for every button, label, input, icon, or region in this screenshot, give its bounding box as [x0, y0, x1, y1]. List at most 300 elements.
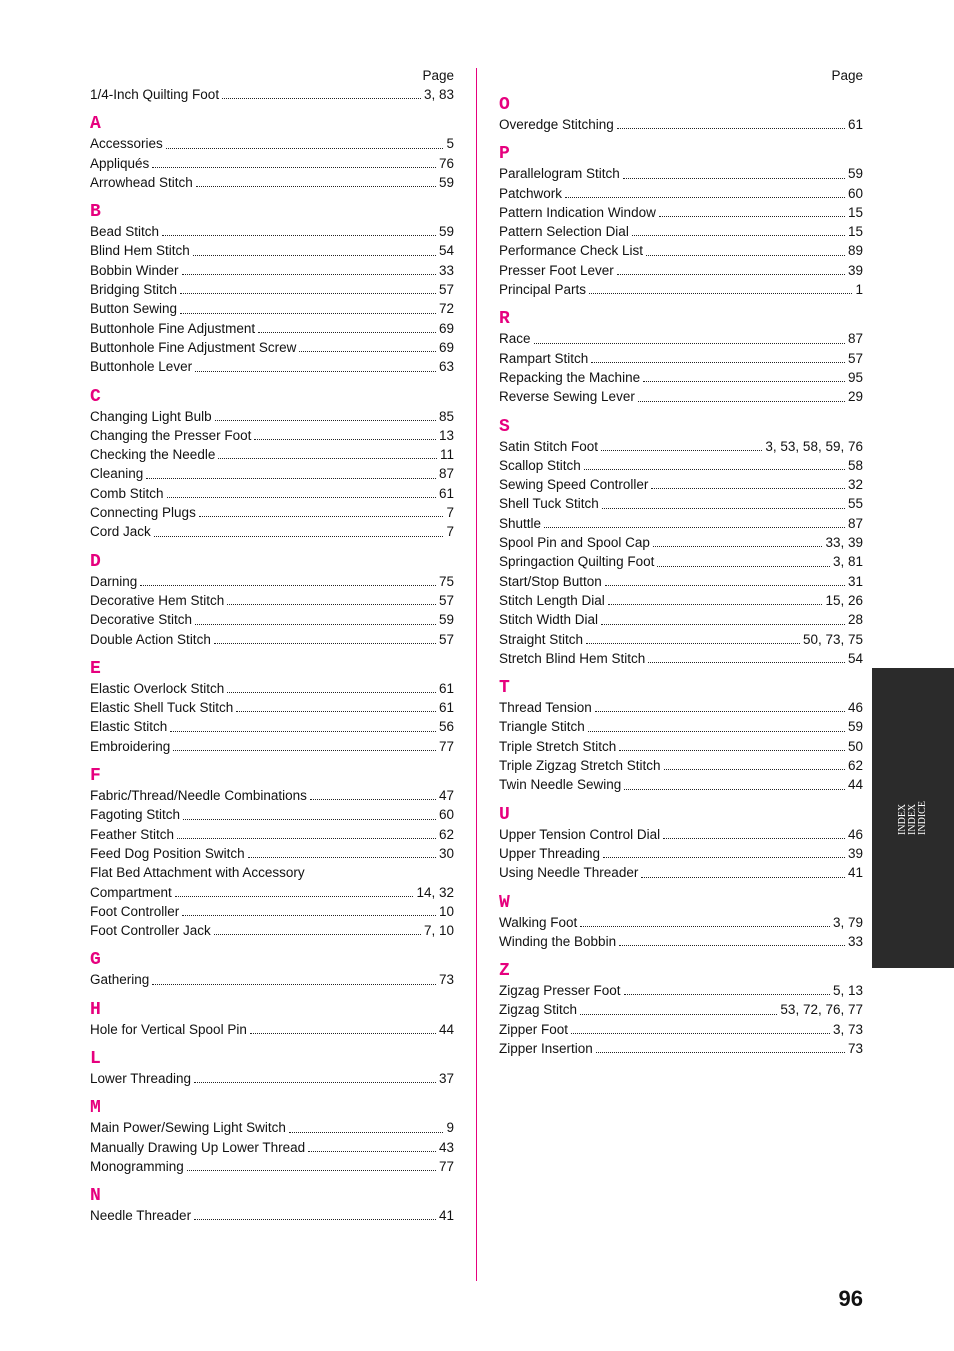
- index-entry-label: Stretch Blind Hem Stitch: [499, 650, 646, 666]
- side-tab-line: INDICE: [917, 801, 928, 835]
- index-entry-page: 61: [438, 700, 454, 716]
- index-entry: [499, 222, 863, 241]
- index-letter-heading: P: [499, 144, 510, 165]
- index-entry-label: Elastic Stitch: [90, 719, 168, 735]
- index-entry-page: 77: [438, 1158, 454, 1174]
- index-entry: [90, 1157, 454, 1176]
- index-letter-heading: O: [499, 95, 510, 115]
- index-entry-label: Compartment: [90, 884, 172, 900]
- index-entry-label: Cleaning: [90, 466, 144, 482]
- index-entry: [499, 349, 863, 368]
- index-entry: [499, 737, 863, 756]
- index-entry-label: Straight Stitch: [499, 631, 584, 647]
- index-entry-label: Feather Stitch: [90, 826, 175, 842]
- dot-leader: [214, 643, 436, 644]
- index-entry: [499, 756, 863, 775]
- index-entry: [90, 280, 454, 299]
- index-entry: [499, 368, 863, 387]
- index-entry-page: 7: [446, 524, 454, 540]
- dot-leader: [617, 128, 845, 129]
- index-entry-label: Main Power/Sewing Light Switch: [90, 1120, 286, 1136]
- index-entry-label: Connecting Plugs: [90, 505, 196, 521]
- dot-leader: [195, 624, 436, 625]
- index-entry-page: 5: [446, 136, 454, 152]
- index-entry-page: 62: [438, 826, 454, 842]
- index-entry-page: 9: [446, 1120, 454, 1136]
- index-entry: [499, 610, 863, 629]
- index-entry: [499, 1039, 863, 1058]
- index-entry: [90, 1206, 454, 1225]
- dot-leader: [183, 819, 436, 820]
- index-entry: [90, 522, 454, 541]
- index-entry: [499, 494, 863, 513]
- dot-leader: [299, 351, 436, 352]
- index-entry-page: 47: [438, 788, 454, 804]
- dot-leader: [617, 274, 845, 275]
- index-entry: [499, 698, 863, 717]
- index-entry-page: 10: [438, 903, 454, 919]
- index-entry-page: 59: [438, 612, 454, 628]
- dot-leader: [196, 186, 436, 187]
- index-entry: [90, 173, 454, 192]
- index-entry: [499, 475, 863, 494]
- index-entry-label: Triangle Stitch: [499, 719, 585, 735]
- index-entry-page: 62: [847, 758, 863, 774]
- dot-leader: [180, 313, 436, 314]
- index-entry-page: 69: [438, 339, 454, 355]
- index-column-left: [90, 66, 454, 1225]
- dot-leader: [591, 362, 845, 363]
- index-entry-page: 59: [438, 174, 454, 190]
- dot-leader: [646, 255, 845, 256]
- index-column-right: [499, 66, 863, 1058]
- dot-leader: [643, 381, 845, 382]
- index-entry-page: 7, 10: [423, 923, 454, 939]
- index-entry-page: 3, 73: [832, 1021, 863, 1037]
- index-entry-page: 57: [438, 282, 454, 298]
- index-entry-page: 60: [438, 807, 454, 823]
- index-entry-label: Race: [499, 331, 531, 347]
- index-entry-page: 56: [438, 719, 454, 735]
- dot-leader: [170, 731, 436, 732]
- index-entry: [90, 464, 454, 483]
- index-entry: [499, 387, 863, 406]
- dot-leader: [214, 934, 421, 935]
- index-entry-label: Start/Stop Button: [499, 573, 602, 589]
- index-entry: [90, 154, 454, 173]
- index-entry-label: Elastic Shell Tuck Stitch: [90, 700, 234, 716]
- dot-leader: [162, 235, 436, 236]
- index-entry-page: 29: [847, 389, 863, 405]
- dot-leader: [534, 343, 845, 344]
- dot-leader: [248, 857, 436, 858]
- index-letter-heading: G: [90, 950, 101, 971]
- index-entry-page: 15, 26: [825, 592, 863, 608]
- index-entry-page: 31: [847, 573, 863, 589]
- index-entry-page: 44: [847, 777, 863, 793]
- index-entry: [499, 572, 863, 591]
- index-entry: [90, 717, 454, 736]
- dot-leader: [310, 799, 436, 800]
- index-entry: [90, 1118, 454, 1137]
- index-entry: [90, 338, 454, 357]
- index-entry-label: Upper Tension Control Dial: [499, 826, 661, 842]
- index-entry-page: 37: [438, 1070, 454, 1086]
- index-entry-page: 87: [847, 515, 863, 531]
- index-entry-label: Hole for Vertical Spool Pin: [90, 1021, 247, 1037]
- index-entry: [499, 1000, 863, 1019]
- index-entry: [499, 533, 863, 552]
- dot-leader: [140, 585, 436, 586]
- index-entry-label: Buttonhole Lever: [90, 359, 193, 375]
- index-entry-page: 41: [438, 1208, 454, 1224]
- index-entry-label: Button Sewing: [90, 301, 178, 317]
- index-entry-page: 3, 53, 58, 59, 76: [765, 438, 863, 454]
- index-entry-label: Buttonhole Fine Adjustment Screw: [90, 339, 297, 355]
- index-entry: [499, 280, 863, 299]
- index-letter-heading: D: [90, 551, 101, 572]
- index-entry-page: 61: [438, 485, 454, 501]
- index-entry: [90, 591, 454, 610]
- index-entry: [90, 261, 454, 280]
- index-entry-label: Pattern Indication Window: [499, 204, 656, 220]
- dot-leader: [199, 516, 444, 517]
- index-entry-label: Manually Drawing Up Lower Thread: [90, 1139, 306, 1155]
- dot-leader: [167, 497, 436, 498]
- index-letter-heading: A: [90, 114, 101, 135]
- index-letter-heading: N: [90, 1186, 101, 1207]
- index-entry-page: 85: [438, 408, 454, 424]
- index-entry-label: Blind Hem Stitch: [90, 243, 190, 259]
- index-entry-page: 3, 79: [832, 914, 863, 930]
- index-entry-label: Fagoting Stitch: [90, 807, 181, 823]
- index-entry: [499, 630, 863, 649]
- index-entry: [499, 1020, 863, 1039]
- index-entry-page: 33: [847, 933, 863, 949]
- index-entry: [499, 913, 863, 932]
- index-entry: [90, 630, 454, 649]
- index-entry: [90, 319, 454, 338]
- dot-leader: [175, 896, 414, 897]
- index-entry: [90, 737, 454, 756]
- dot-leader: [648, 662, 845, 663]
- index-letter-heading: R: [499, 309, 510, 330]
- index-entry-label: Elastic Overlock Stitch: [90, 680, 225, 696]
- dot-leader: [250, 1033, 436, 1034]
- index-entry: [499, 552, 863, 571]
- index-entry-label: Bead Stitch: [90, 224, 160, 240]
- index-entry-label: Satin Stitch Foot: [499, 438, 599, 454]
- index-entry-label: Stitch Width Dial: [499, 612, 599, 628]
- dot-leader: [187, 1170, 436, 1171]
- index-entry-label: Patchwork: [499, 185, 563, 201]
- index-entry-label: Gathering: [90, 972, 150, 988]
- index-entry-page: 44: [438, 1021, 454, 1037]
- index-entry-page: 87: [847, 331, 863, 347]
- index-entry-label: Overedge Stitching: [499, 117, 614, 132]
- dot-leader: [152, 167, 436, 168]
- dot-leader: [544, 527, 845, 528]
- dot-leader: [595, 711, 845, 712]
- dot-leader: [624, 994, 830, 995]
- dot-leader: [227, 604, 436, 605]
- index-entry-page: 3, 83: [423, 87, 454, 102]
- index-entry-label: Principal Parts: [499, 282, 587, 298]
- side-tab-line: INDEX: [897, 803, 908, 835]
- index-entry-label: Sewing Speed Controller: [499, 477, 649, 493]
- index-entry-label: Arrowhead Stitch: [90, 174, 193, 190]
- index-entry: [90, 679, 454, 698]
- index-entry-label: Triple Zigzag Stretch Stitch: [499, 758, 661, 774]
- index-entry: [499, 261, 863, 280]
- index-entry-page: 57: [847, 350, 863, 366]
- index-entry-label: Walking Foot: [499, 914, 578, 930]
- dot-leader: [182, 915, 436, 916]
- index-letter-heading: M: [90, 1098, 101, 1119]
- dot-leader: [194, 1219, 436, 1220]
- page-number: 96: [838, 1286, 863, 1311]
- index-entry-label: Zipper Foot: [499, 1021, 569, 1037]
- index-entry: [90, 241, 454, 260]
- dot-leader: [565, 197, 845, 198]
- index-entry-label: Foot Controller Jack: [90, 923, 211, 939]
- index-entry-page: 95: [847, 369, 863, 385]
- index-entry-page: 69: [438, 320, 454, 336]
- index-letter-heading: F: [90, 766, 101, 787]
- index-entry-label: Using Needle Threader: [499, 865, 639, 881]
- index-entry: [499, 932, 863, 951]
- dot-leader: [586, 643, 800, 644]
- dot-leader: [619, 945, 845, 946]
- index-entry-page: 15: [847, 204, 863, 220]
- dot-leader: [180, 293, 436, 294]
- dot-leader: [215, 420, 436, 421]
- index-entry-page: 33, 39: [825, 535, 863, 551]
- index-entry: [499, 717, 863, 736]
- index-entry-page: 73: [847, 1040, 863, 1056]
- index-entry: [90, 863, 454, 882]
- index-entry-label: Checking the Needle: [90, 447, 216, 463]
- index-entry: [90, 299, 454, 318]
- index-entry-label: Changing the Presser Foot: [90, 427, 252, 443]
- index-entry: [90, 357, 454, 376]
- dot-leader: [236, 711, 436, 712]
- index-entry-page: 57: [438, 631, 454, 647]
- index-letter-heading: L: [90, 1048, 101, 1069]
- dot-leader: [584, 469, 845, 470]
- index-entry: [90, 445, 454, 464]
- dot-leader: [602, 508, 845, 509]
- index-entry: [499, 164, 863, 183]
- index-entry-label: Comb Stitch: [90, 485, 164, 501]
- index-entry-label: Scallop Stitch: [499, 457, 581, 473]
- index-entry: [90, 1020, 454, 1039]
- index-entry: [499, 456, 863, 475]
- dot-leader: [659, 216, 845, 217]
- column-divider: [476, 68, 477, 1281]
- index-entry: [90, 698, 454, 717]
- dot-leader: [589, 293, 852, 294]
- index-entry-label: Flat Bed Attachment with Accessory: [90, 865, 305, 881]
- index-entry: [90, 610, 454, 629]
- page-column-header: Page: [422, 68, 454, 83]
- index-entry-page: 72: [438, 301, 454, 317]
- index-entry-label: Needle Threader: [90, 1208, 192, 1224]
- index-entry-page: 75: [438, 573, 454, 589]
- index-entry: [499, 184, 863, 203]
- index-entry: [90, 1069, 454, 1088]
- index-entry-label: Double Action Stitch: [90, 631, 211, 647]
- index-entry-label: Buttonhole Fine Adjustment: [90, 320, 256, 336]
- index-entry: [499, 514, 863, 533]
- index-entry-page: 59: [847, 719, 863, 735]
- index-entry: [499, 591, 863, 610]
- page-column-header: Page: [831, 68, 863, 83]
- dot-leader: [173, 750, 436, 751]
- index-letter-heading: Z: [499, 961, 510, 982]
- index-entry-label: Thread Tension: [499, 700, 592, 716]
- index-entry-page: 46: [847, 700, 863, 716]
- index-entry: [499, 329, 863, 348]
- index-entry: [499, 844, 863, 863]
- dot-leader: [195, 371, 436, 372]
- index-entry-page: 61: [847, 117, 863, 132]
- index-entry-page: 50, 73, 75: [802, 631, 863, 647]
- index-entry: [90, 407, 454, 426]
- index-entry: [90, 902, 454, 921]
- index-entry: [90, 786, 454, 805]
- index-entry-page: 41: [847, 865, 863, 881]
- dot-leader: [222, 98, 421, 99]
- index-entry: [90, 825, 454, 844]
- index-entry-page: 30: [438, 845, 454, 861]
- dot-leader: [218, 458, 437, 459]
- side-tab-label: [898, 801, 928, 835]
- index-entry-label: Shell Tuck Stitch: [499, 496, 599, 512]
- index-entry: [499, 203, 863, 222]
- dot-leader: [651, 488, 845, 489]
- index-entry-page: 46: [847, 826, 863, 842]
- index-entry: [90, 805, 454, 824]
- index-entry-page: 7: [446, 505, 454, 521]
- dot-leader: [254, 439, 436, 440]
- index-entry-page: 54: [847, 650, 863, 666]
- index-entry-page: 1: [855, 282, 863, 298]
- dot-leader: [166, 148, 444, 149]
- index-letter-heading: T: [499, 678, 510, 699]
- dot-leader: [193, 255, 436, 256]
- index-entry-label: Twin Needle Sewing: [499, 777, 622, 793]
- index-entry: [499, 775, 863, 794]
- dot-leader: [657, 566, 830, 567]
- index-entry-page: 58: [847, 457, 863, 473]
- index-entry-label: Embroidering: [90, 738, 171, 754]
- index-entry: [90, 222, 454, 241]
- dot-leader: [154, 536, 444, 537]
- index-entry-label: Accessories: [90, 136, 163, 152]
- index-entry-page: 73: [438, 972, 454, 988]
- index-letter-heading: W: [499, 892, 510, 913]
- index-entry: [90, 883, 454, 902]
- index-entry-page: 15: [847, 224, 863, 240]
- index-entry-page: 77: [438, 738, 454, 754]
- index-entry: [499, 649, 863, 668]
- dot-leader: [619, 750, 845, 751]
- index-entry: [90, 85, 454, 104]
- index-entry-page: 43: [438, 1139, 454, 1155]
- index-entry: [90, 134, 454, 153]
- index-entry-label: Parallelogram Stitch: [499, 166, 620, 182]
- index-entry: [90, 426, 454, 445]
- index-entry-label: Winding the Bobbin: [499, 933, 617, 949]
- index-letter-heading: H: [90, 999, 101, 1020]
- index-entry-page: 76: [438, 155, 454, 171]
- index-entry-label: Monogramming: [90, 1158, 184, 1174]
- index-entry-page: 54: [438, 243, 454, 259]
- index-entry-label: Foot Controller: [90, 903, 180, 919]
- section-side-tab: [872, 668, 954, 968]
- dot-leader: [177, 838, 436, 839]
- index-letter-heading: E: [90, 658, 101, 679]
- index-entry-page: 11: [439, 447, 454, 463]
- index-entry: [499, 825, 863, 844]
- index-entry-label: Feed Dog Position Switch: [90, 845, 245, 861]
- index-letter-heading: S: [499, 416, 510, 437]
- index-entry-page: 60: [847, 185, 863, 201]
- index-entry-label: 1/4-Inch Quilting Foot: [90, 87, 220, 102]
- index-groups-right: [499, 93, 863, 1058]
- dot-leader: [623, 178, 845, 179]
- index-entry: [90, 503, 454, 522]
- index-entry-label: Performance Check List: [499, 243, 644, 259]
- index-entry-label: Triple Stretch Stitch: [499, 738, 617, 754]
- dot-leader: [601, 624, 845, 625]
- index-entry: [499, 437, 863, 456]
- index-entry-label: Stitch Length Dial: [499, 592, 605, 608]
- dot-leader: [608, 604, 823, 605]
- dot-leader: [664, 769, 845, 770]
- dot-leader: [601, 450, 762, 451]
- index-entry-label: Pattern Selection Dial: [499, 224, 629, 240]
- index-letter-heading: U: [499, 804, 510, 825]
- dot-leader: [194, 1082, 436, 1083]
- index-entry: [90, 572, 454, 591]
- index-entry-page: 53, 72, 76, 77: [780, 1002, 863, 1018]
- index-entry-label: Shuttle: [499, 515, 542, 531]
- dot-leader: [182, 274, 436, 275]
- index-entry-page: 28: [847, 612, 863, 628]
- index-entry: [90, 970, 454, 989]
- index-entry-page: 32: [847, 477, 863, 493]
- index-entry-page: 55: [847, 496, 863, 512]
- index-entry-page: 39: [847, 845, 863, 861]
- dot-leader: [663, 838, 845, 839]
- dot-leader: [227, 692, 436, 693]
- dot-leader: [624, 789, 845, 790]
- index-entry: [499, 863, 863, 882]
- index-entry-page: 13: [438, 427, 454, 443]
- index-entry: [499, 981, 863, 1000]
- dot-leader: [603, 857, 845, 858]
- dot-leader: [653, 546, 823, 547]
- index-entry-page: 61: [438, 680, 454, 696]
- index-entry: [90, 484, 454, 503]
- index-entry-label: Zigzag Stitch: [499, 1002, 578, 1018]
- dot-leader: [638, 401, 845, 402]
- index-entry-label: Darning: [90, 573, 138, 589]
- index-entry: [90, 844, 454, 863]
- dot-leader: [588, 731, 845, 732]
